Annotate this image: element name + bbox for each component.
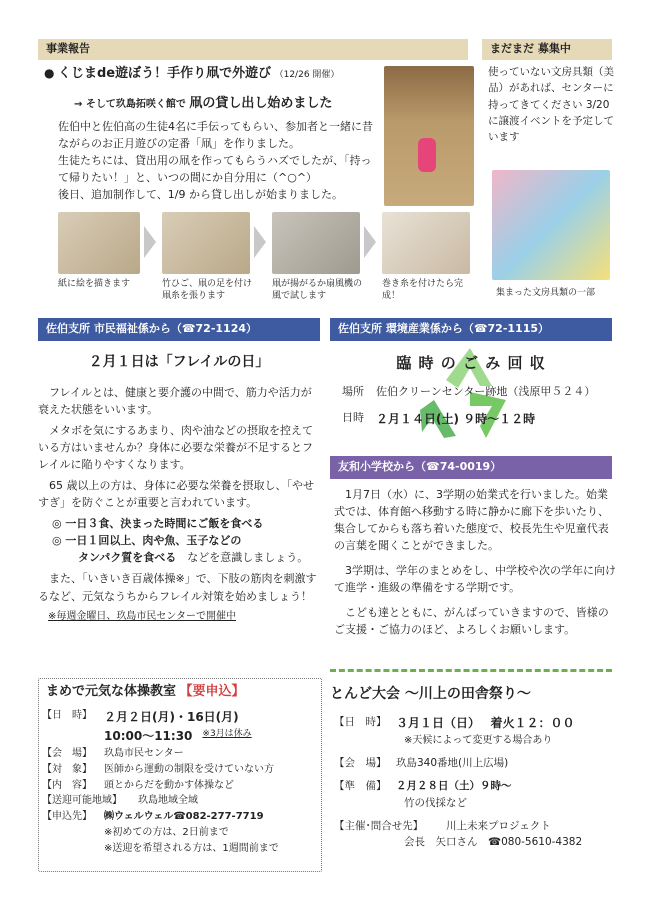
- frail-bullet-2b: タンパク質を食べる: [78, 551, 177, 565]
- taiso-rows: 【日 時】 ２月２日(月)・16日(月) 10:00～11:30 ※3月は休み 【会 場】 玖島市民センター 【対 象】 医師から運動の制限を受けていない方 【内 容】 頭とからだを動かす体操など 【送迎可能地域】 玖島地域全域 【申込先】 ㈱ウェルウェル☎082-277-7719 ※初めての方は、2日前まで ※送迎を希望される方は、1週間前まで: [42, 708, 322, 856]
- gomi-date: ２月１４日(土) ９時～１２時: [376, 412, 536, 426]
- caption-4: 巻き糸を付けたら完成！: [382, 279, 464, 302]
- frail-header: 佐伯支所 市民福祉係から（☎72-1124）: [38, 318, 320, 341]
- taiso-note2: ※送迎を希望される方は、1週間前まで: [104, 842, 279, 854]
- school-p2: 3学期は、学年のまとめをし、中学校や次の学年に向けて進学・進級の準備をする学期です。: [334, 564, 616, 595]
- frail-bullet-1: ◎ 一日３食、決まった時間にご飯を食べる: [52, 517, 264, 531]
- gomi-place: 佐伯クリーンセンター跡地（浅原甲５２４）: [376, 385, 596, 398]
- caption-1: 紙に絵を描きます: [58, 279, 131, 289]
- frail-p2: メタボを気にするあまり、肉や油などの摂取を控えている方はいませんか？身体に必要な栄養が不足するとフレイルに陥りやすくなります。: [38, 424, 313, 472]
- kite-child-photo: [384, 66, 474, 206]
- frail-bullet-2c: などを意識しましょう。: [187, 551, 309, 565]
- gomi-title: 臨 時 の ご み 回 収: [396, 354, 546, 372]
- frail-body: [38, 384, 322, 624]
- taiso-tag: 【要申込】: [179, 684, 245, 699]
- frail-title: ２月１日は「フレイルの日」: [88, 354, 270, 370]
- boshu-caption: 集まった文房具類の一部: [496, 288, 596, 298]
- report-p2: 生徒たちには、貸出用の凧を作ってもらうハズでしたが、「持って帰りたい！」と、いつの間にか自分用に（^○^）: [58, 154, 372, 185]
- frail-p4: また、「いきいき百歳体操※」で、下肢の筋肉を刺激するなど、元気なうちからフレイル対策を始めましょう！: [38, 572, 317, 603]
- tondo-tel: ☎080-5610-4382: [488, 836, 583, 849]
- process-photo-2: [162, 212, 250, 274]
- school-p3: こども達とともに、がんばっていきますので、皆様のご支援・ご協力のほど、よろしくお願いします。: [334, 606, 609, 637]
- gomi-date-label: 日時: [342, 411, 364, 424]
- school-header: 友和小学校から（☎74-0019）: [330, 456, 612, 479]
- taiso-note1: ※初めての方は、2日前まで: [104, 826, 229, 838]
- boshu-header: まだまだ 募集中: [482, 39, 612, 60]
- report-p3: 後日、追加制作して、1/9 から貸し出しが始まりました。: [58, 188, 343, 202]
- caption-2: 竹ひご、凧の足を付け凧糸を張ります: [162, 279, 253, 302]
- gomi-place-label: 場所: [342, 385, 364, 398]
- frail-bullet-2a: ◎ 一日１回以上、肉や魚、玉子などの: [52, 534, 242, 548]
- process-photo-1: [58, 212, 140, 274]
- report-body: [58, 118, 378, 203]
- bamboo-divider: [330, 662, 612, 672]
- gomi-place-row: [342, 384, 612, 401]
- boshu-text: 使っていない文房具類（美品）があれば、センターに持ってきてください 3/20 に譲渡イベントを予定しています: [488, 66, 614, 144]
- report-headline1: ● くじまde遊ぼう！手作り凧で外遊び （12/26 開催）: [44, 66, 340, 81]
- school-body: [334, 486, 616, 638]
- caption-3: 凧が揚がるか扇風機の風で試します: [272, 279, 363, 302]
- gomi-header: 佐伯支所 環境産業係から（☎72-1115）: [330, 318, 612, 341]
- taiso-title-row: [46, 682, 322, 702]
- school-p1: 1月7日（水）に、3学期の始業式を行いました。始業式では、体育館へ移動する時に静かに廊下を歩いたり、集合してからも落ち着いた態度で、校長先生や児童代表の言葉を聞くことができました。: [334, 488, 609, 553]
- report-headline2: → そして玖島拓咲く館で 凧の貸し出し始めました: [74, 96, 333, 111]
- report-p1: 佐伯中と佐伯高の生徒4名に手伝ってもらい、参加者と一緒に昔ながらのお正月遊びの定番「凧」を作りました。: [58, 120, 373, 151]
- tondo-date-note: ※天候によって変更する場合あり: [404, 735, 553, 747]
- arrow-icon: [144, 226, 156, 258]
- arrow-icon: [254, 226, 266, 258]
- frail-p1: フレイルとは、健康と要介護の中間で、筋力や活力が衰えた状態をいいます。: [38, 386, 312, 417]
- child-figure: [418, 138, 436, 172]
- tondo-title: とんど大会 ～川上の田舎祭り～: [330, 686, 531, 702]
- frail-note: ※毎週金曜日、玖島市民センターで開催中: [48, 610, 236, 622]
- taiso-title: まめで元気な体操教室: [46, 684, 177, 699]
- process-photo-4: [382, 212, 470, 274]
- tondo-body: 【日 時】 ３月１日（日） 着火１２：００ ※天候によって変更する場合あり 【会 場】 玖島340番地(川上広場) 【準 備】 ２月２８日（土）９時～ 竹の伐採など 【主催･問合せ先】 川上未来プロジェクト 会長 矢口さん ☎080-5610-4382: [334, 714, 614, 851]
- process-photo-3: [272, 212, 360, 274]
- report-header: 事業報告: [38, 39, 468, 60]
- frail-p3: 65 歳以上の方は、身体に必要な栄養を摂取し、「やせすぎ」を防ぐことが重要と言われています。: [38, 479, 314, 510]
- stationery-photo: [492, 170, 610, 280]
- gomi-date-row: [342, 410, 612, 428]
- arrow-icon: [364, 226, 376, 258]
- taiso-march-note: ※3月は休み: [202, 728, 252, 739]
